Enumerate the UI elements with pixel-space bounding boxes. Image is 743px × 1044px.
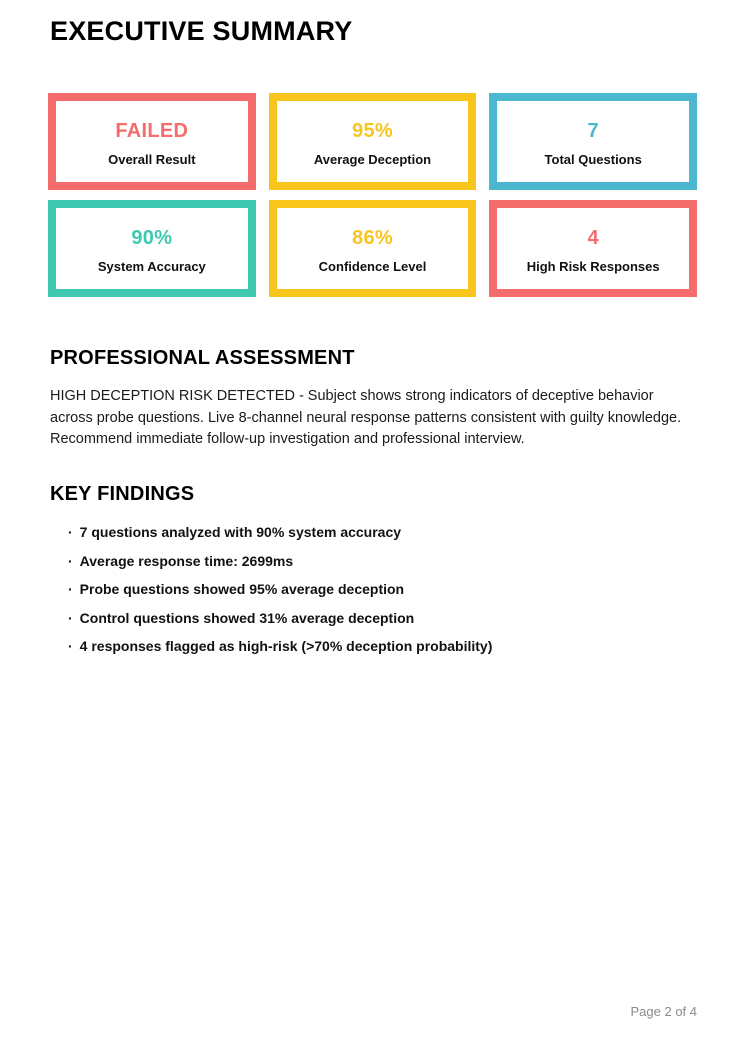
stat-value: 7 bbox=[587, 120, 599, 142]
bullet-dot-icon: · bbox=[68, 581, 73, 597]
bullet-dot-icon: · bbox=[68, 524, 73, 540]
stat-card bbox=[269, 200, 477, 297]
stat-label: System Accuracy bbox=[97, 259, 206, 274]
stat-label: Confidence Level bbox=[318, 259, 427, 274]
stat-card bbox=[489, 200, 697, 297]
findings-heading: KEY FINDINGS bbox=[50, 483, 195, 505]
finding-text: Probe questions showed 95% average deception bbox=[79, 581, 405, 597]
page-number: Page 2 of 4 bbox=[630, 1004, 697, 1019]
stat-value: 86% bbox=[352, 227, 393, 249]
stat-card bbox=[489, 93, 697, 190]
finding-text: Average response time: 2699ms bbox=[79, 552, 294, 569]
finding-item bbox=[68, 638, 688, 655]
finding-item bbox=[68, 553, 688, 570]
stat-card bbox=[48, 200, 256, 297]
stat-value: FAILED bbox=[115, 120, 189, 142]
stat-value: 4 bbox=[587, 227, 599, 249]
findings-list bbox=[68, 524, 688, 667]
stat-value: 90% bbox=[131, 227, 173, 249]
stat-card bbox=[48, 93, 256, 190]
page-title: EXECUTIVE SUMMARY bbox=[50, 16, 353, 46]
assessment-body: HIGH DECEPTION RISK DETECTED - Subject shows strong indicators of deceptive behavior across probe questions. Live 8-channel neural response patterns consistent with guilty knowledge. Recommend immediate follow-up investigation and professional interview. bbox=[50, 388, 682, 447]
finding-item bbox=[68, 581, 688, 598]
stat-card bbox=[269, 93, 477, 190]
bullet-dot-icon: · bbox=[68, 609, 73, 626]
assessment-heading: PROFESSIONAL ASSESSMENT bbox=[50, 347, 355, 369]
stat-value: 95% bbox=[352, 120, 393, 142]
stats-grid bbox=[48, 93, 697, 297]
stat-label: High Risk Responses bbox=[526, 259, 660, 274]
bullet-dot-icon: · bbox=[68, 552, 73, 569]
bullet-dot-icon: · bbox=[68, 638, 73, 654]
finding-text: 7 questions analyzed with 90% system accuracy bbox=[79, 524, 402, 540]
finding-item bbox=[68, 524, 688, 541]
finding-item bbox=[68, 610, 688, 627]
stat-label: Average Deception bbox=[313, 152, 432, 167]
stat-label: Overall Result bbox=[108, 152, 196, 167]
finding-text: Control questions showed 31% average deception bbox=[79, 609, 415, 626]
finding-text: 4 responses flagged as high-risk (>70% deception probability) bbox=[79, 638, 493, 654]
stat-label: Total Questions bbox=[544, 152, 642, 167]
